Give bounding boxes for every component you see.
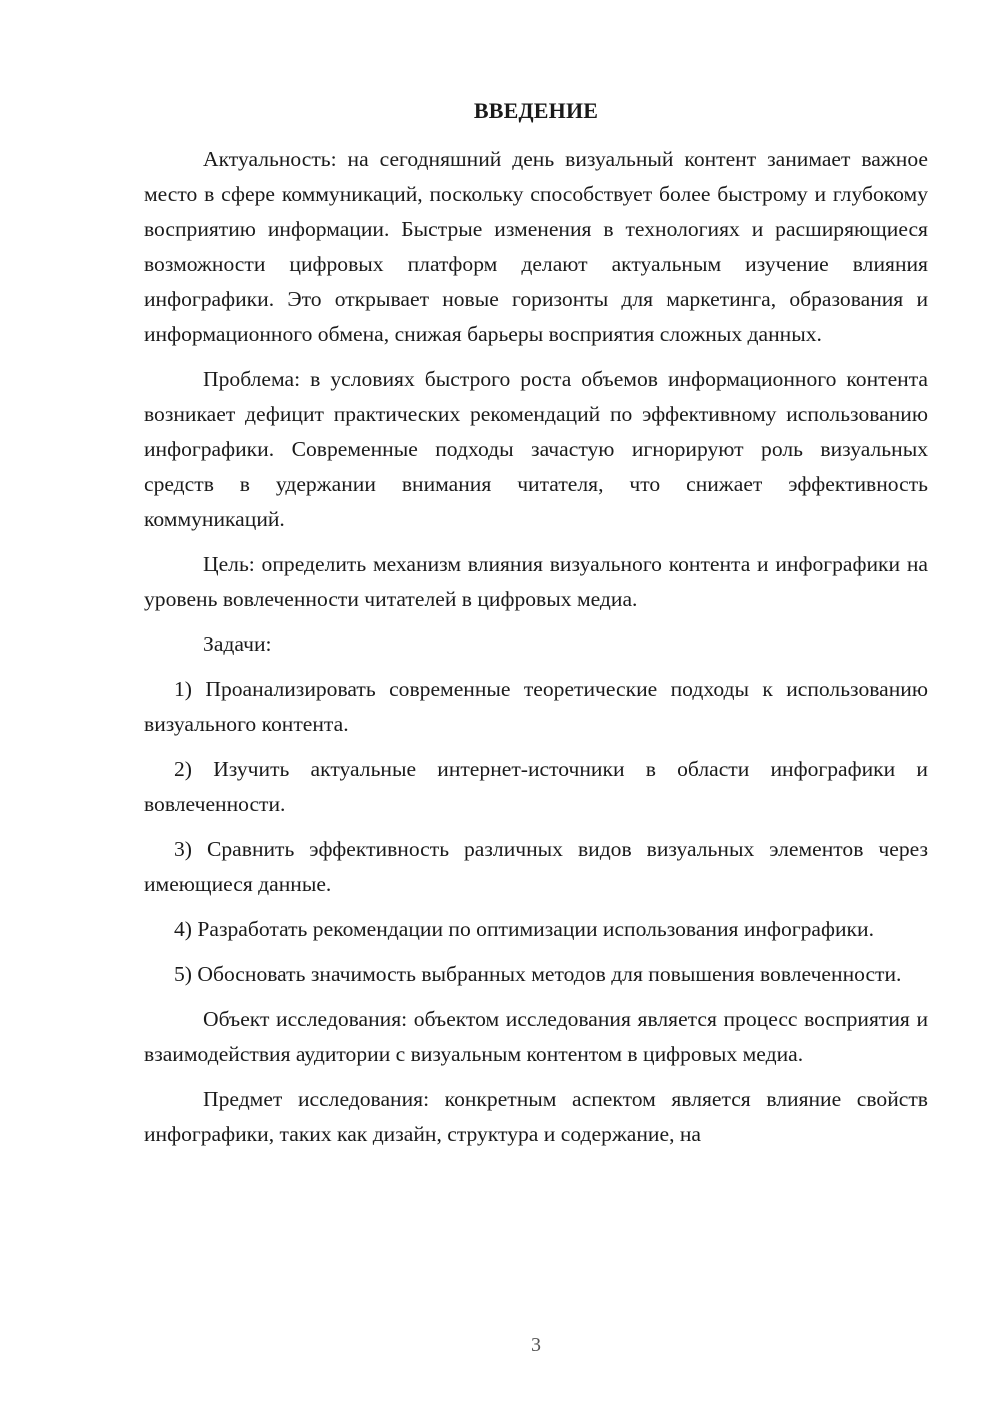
paragraph-object: Объект исследования: объектом исследования является процесс восприятия и взаимодействия аудитории с визуальным контентом в цифровых медиа. [144,1007,928,1066]
tasks-heading: Задачи: [203,632,272,656]
task-item-2: 2) Изучить актуальные интернет-источники в области инфографики и вовлеченности. [144,757,928,816]
paragraph-goal: Цель: определить механизм влияния визуального контента и инфографики на уровень вовлеченности читателей в цифровых медиа. [144,552,928,611]
paragraph-relevance: Актуальность: на сегодняшний день визуальный контент занимает важное место в сфере коммуникаций, поскольку способствует более быстрому и глубокому восприятию информации. Быстрые изменения в технологиях и расширяющиеся возможности цифровых платформ делают актуальным изучение влияния инфографики. Это открывает новые горизонты для маркетинга, образования и информационного обмена, снижая барьеры восприятия сложных данных. [144,147,928,346]
section-title: ВВЕДЕНИЕ [473,98,599,123]
paragraph-subject: Предмет исследования: конкретным аспектом является влияние свойств инфографики, таких как дизайн, структура и содержание, на [144,1087,928,1146]
page-number: 3 [531,1334,541,1356]
task-item-4: 4) Разработать рекомендации по оптимизации использования инфографики. [174,917,875,941]
task-item-5: 5) Обосновать значимость выбранных методов для повышения вовлеченности. [174,962,902,986]
body-text [144,142,928,1162]
paragraph-problem: Проблема: в условиях быстрого роста объемов информационного контента возникает дефицит практических рекомендаций по эффективному использованию инфографики. Современные подходы зачастую игнорируют роль визуальных средств в удержании внимания читателя, что снижает эффективность коммуникаций. [144,367,928,531]
task-item-3: 3) Сравнить эффективность различных видов визуальных элементов через имеющиеся данные. [144,837,928,896]
task-item-1: 1) Проанализировать современные теоретические подходы к использованию визуального контента. [144,677,928,736]
